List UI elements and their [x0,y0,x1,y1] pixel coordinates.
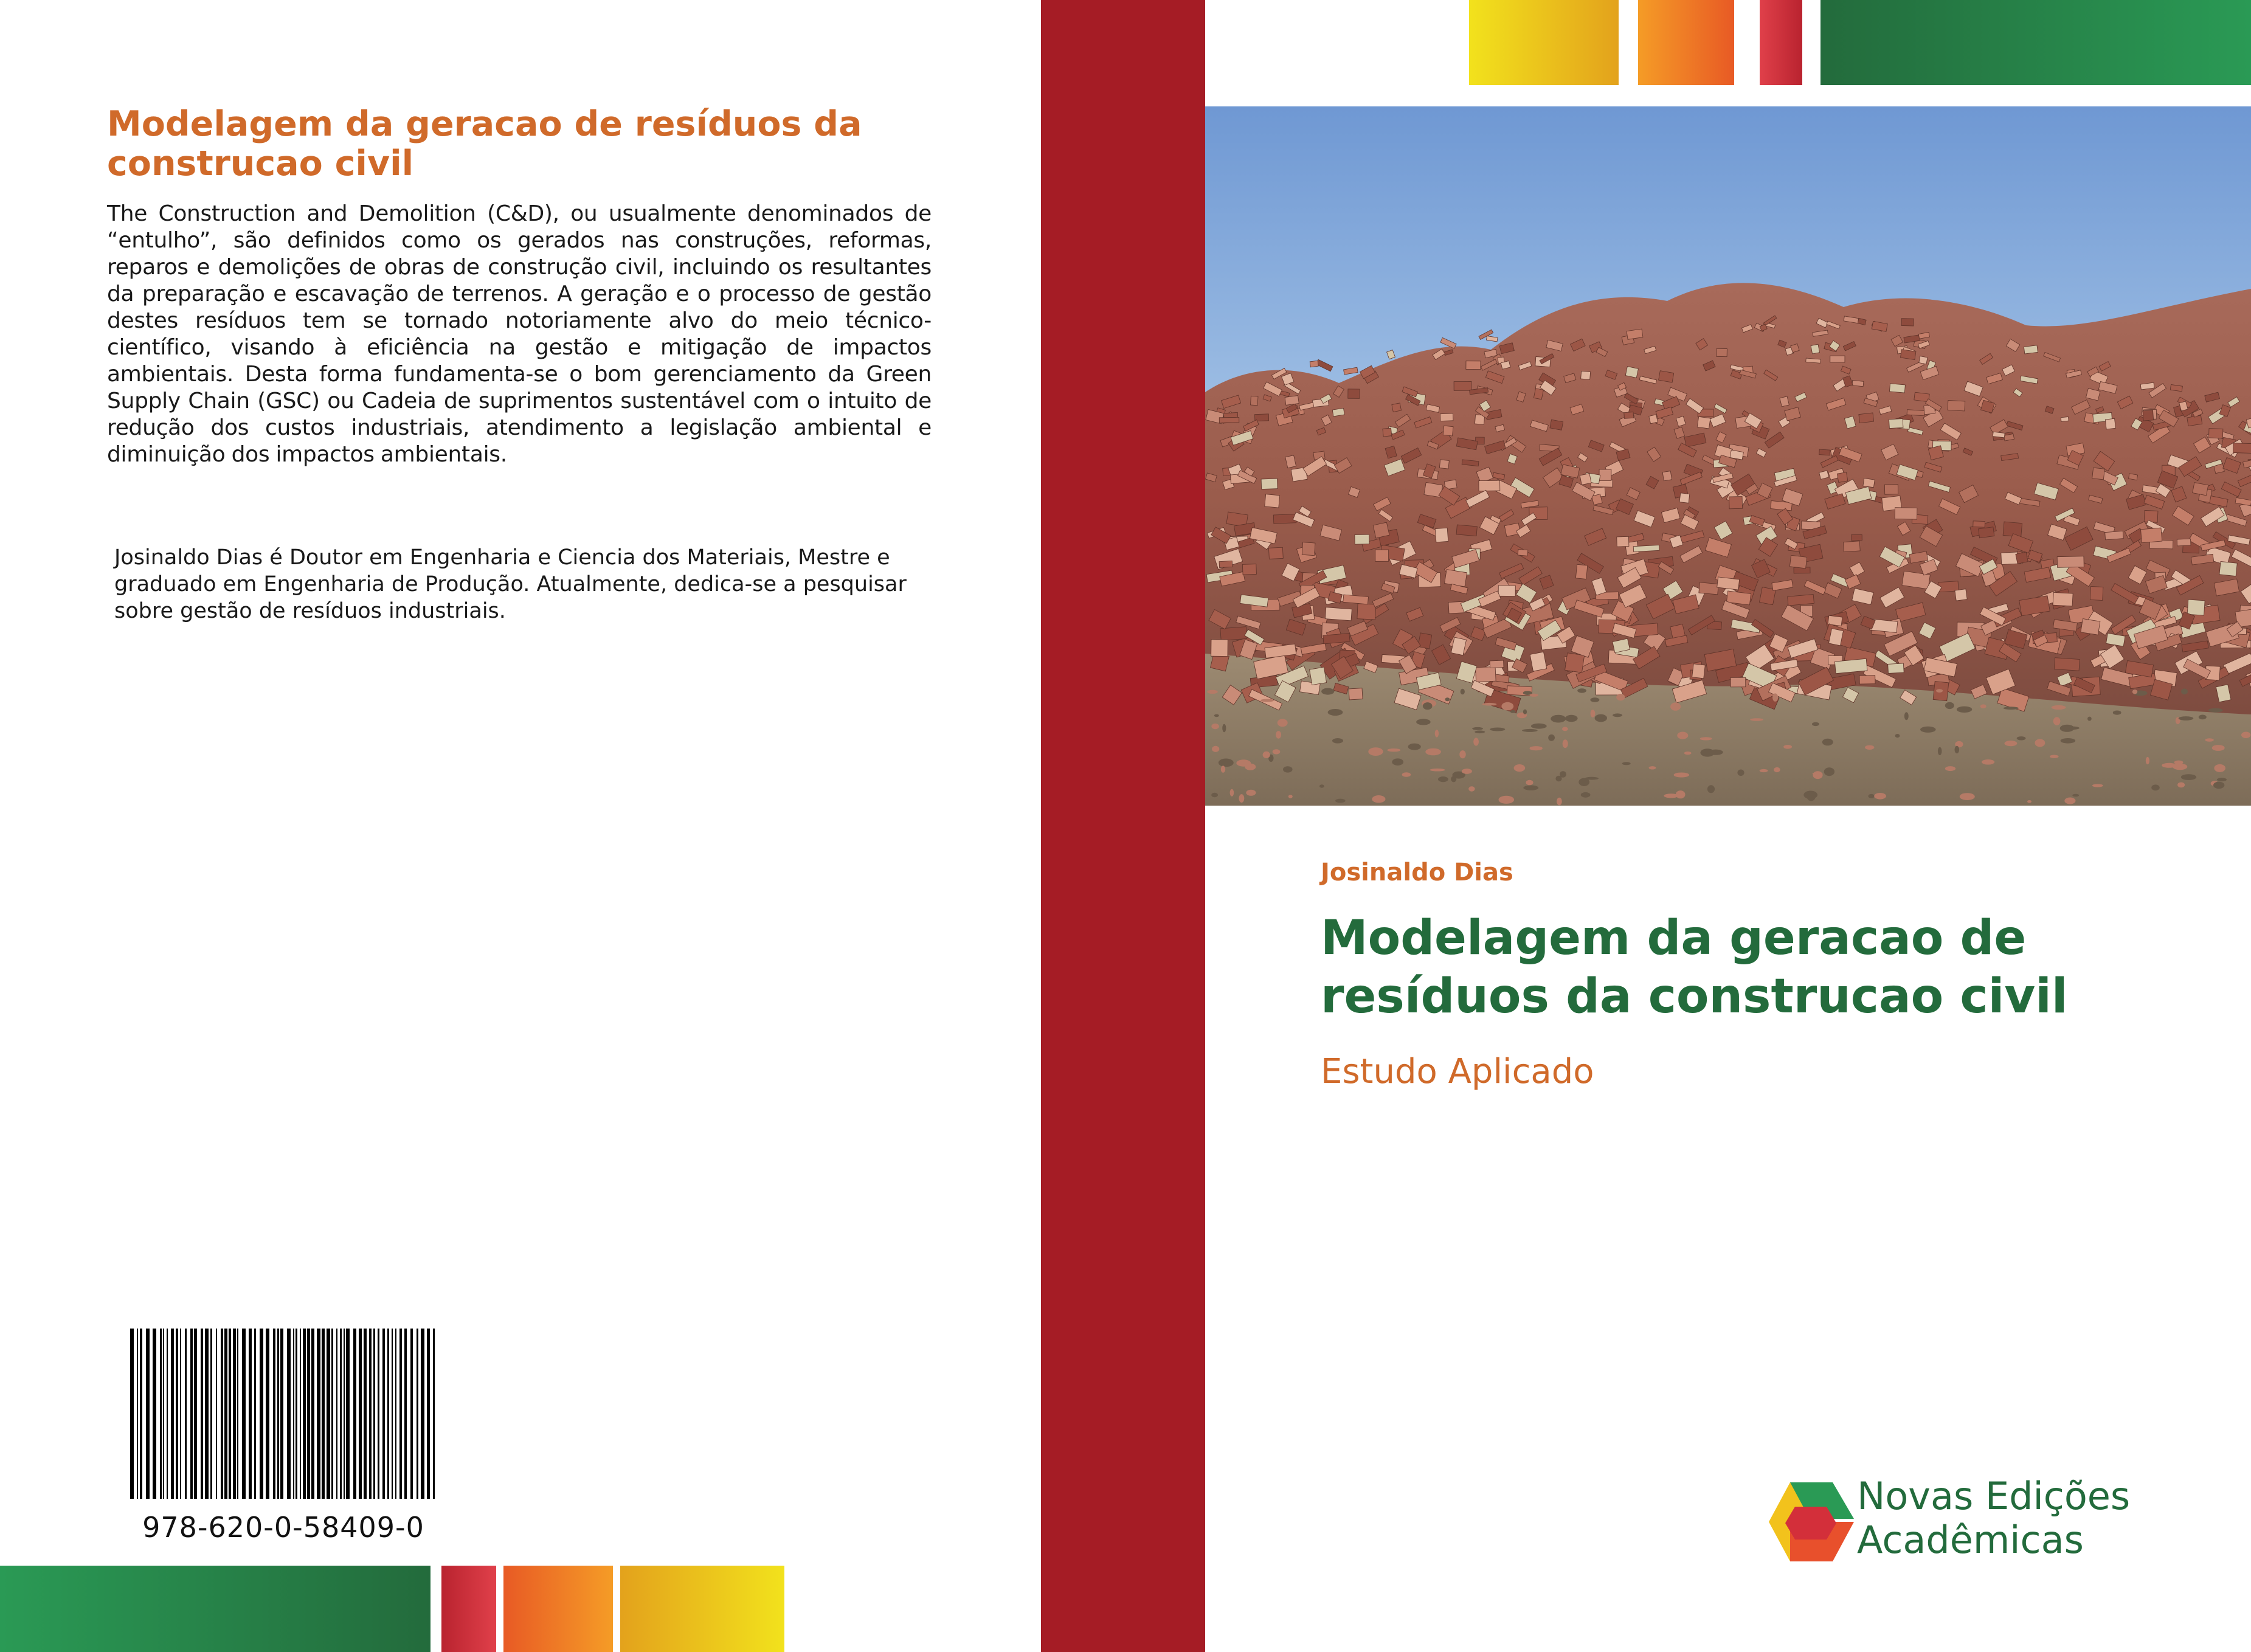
barcode-icon [128,1329,439,1499]
back-strip-red [441,1566,496,1652]
spine [1041,0,1205,1652]
front-cover [1205,0,2251,1652]
front-strip-green [1821,0,2251,85]
hexagon-logo-icon [1766,1479,1857,1564]
brick-rubble-photo-icon [1205,106,2251,806]
front-strip-orange [1638,0,1734,85]
publisher-name-line2: Acadêmicas [1857,1518,2084,1562]
back-strip-green [0,1566,430,1652]
front-title: Modelagem da geracao de resíduos da construcao civil [1321,911,2068,1024]
isbn-number: 978-620-0-58409-0 [142,1511,424,1544]
front-subtitle: Estudo Aplicado [1321,1052,1594,1091]
cover-photo [1205,106,2251,806]
back-strip-orange [503,1566,613,1652]
publisher-name-line1: Novas Edições [1857,1474,2131,1518]
front-strip-yellow [1469,0,1619,85]
publisher-name [1857,1474,2130,1562]
back-cover [0,0,1041,1652]
back-cover-blurb: The Construction and Demolition (C&D), ou usualmente denominados de “entulho”, são definidos como os gerados nas construções, reformas, reparos e demolições de obras de construção civil, incluindo os resultantes da preparação e escavação de terrenos. A geração e o processo de gestão destes resíduos tem se tornado notoriamente alvo do meio técnico-científico, visando à eficiência na gestão e mitigação de impactos ambientais. Desta forma fundamenta-se o bom gerenciamento da Green Supply Chain (GSC) ou Cadeia de suprimentos sustentável com o intuito de redução dos custos industriais, atendimento a legislação ambiental e diminuição dos impactos ambientais. [107,201,932,467]
front-author: Josinaldo Dias [1321,859,1513,886]
author-bio: Josinaldo Dias é Doutor em Engenharia e Ciencia dos Materiais, Mestre e graduado em Engenharia de Produção. Atualmente, dedica-se a pesquisar sobre gestão de resíduos industriais. [114,545,907,623]
barcode-block [125,1329,441,1554]
front-strip-red [1760,0,1802,85]
publisher-logo [1766,1474,2204,1566]
back-cover-title: Modelagem da geracao de resíduos da construcao civil [107,104,862,184]
back-strip-yellow [620,1566,784,1652]
